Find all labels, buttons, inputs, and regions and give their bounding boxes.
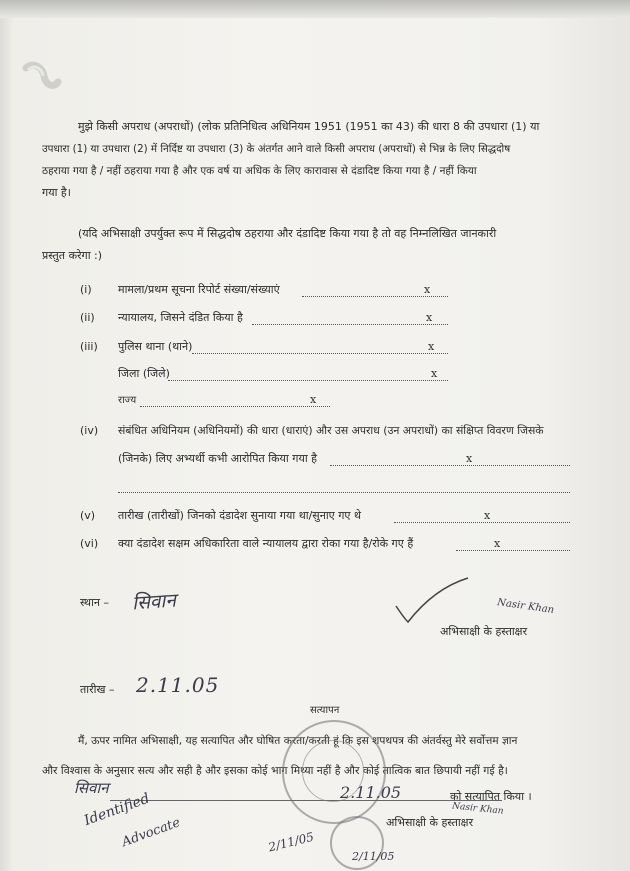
signature-caption: अभिसाक्षी के हस्ताक्षर <box>440 625 528 638</box>
item-v-fill-line <box>394 522 570 523</box>
date-value-handwritten: 2.11.05 <box>136 673 220 697</box>
item-iii-label: पुलिस थाना (थाने) <box>118 340 193 353</box>
item-iii-number: (iii) <box>80 340 98 353</box>
item-iii-state-fill-line <box>140 406 330 407</box>
para1-line2: उपधारा (1) या उपधारा (2) में निर्दिष्ट या उपधारा (3) के अंतर्गत आने वाले किसी अपराध (अपराधों) से भिन्न के लिए सिद्धदोष <box>42 143 511 155</box>
item-iii-district-label: जिला (जिले) <box>118 367 170 380</box>
place-label: स्थान – <box>80 596 110 609</box>
verification-signature-caption: अभिसाक्षी के हस्ताक्षर <box>386 816 474 829</box>
para1-line4: गया है। <box>42 186 71 199</box>
verification-date-handwritten: 2.11.05 <box>340 783 402 802</box>
item-ii-fill-line <box>252 324 448 325</box>
item-vi-mark: x <box>494 537 501 550</box>
para2-line1: (यदि अभिसाक्षी उपर्युक्त रूप में सिद्धदोष ठहराया और दंडादिष्ट किया गया है तो वह निम्नलिखित जानकारी <box>78 227 497 240</box>
para2-line2: प्रस्तुत करेगा :) <box>42 249 103 262</box>
para1-line3: ठहराया गया है / नहीं ठहराया गया है और एक वर्ष या अधिक के लिए कारावास से दंडादिष्ट किया गया है / नहीं किया <box>42 165 477 177</box>
item-ii-mark: x <box>426 311 433 324</box>
item-iii-district-fill-line <box>168 380 448 381</box>
item-v-label: तारीख (तारीखों) जिनको दंडादेश सुनाया गया था/सुनाए गए थे <box>118 509 362 522</box>
date-label: तारीख – <box>80 683 115 696</box>
scan-shadow <box>0 0 630 18</box>
verification-signature: Nasir Khan <box>451 801 504 817</box>
verification-line3-suffix: को सत्यापित किया । <box>450 790 532 803</box>
item-iv-fill-line-2 <box>118 492 570 493</box>
item-iii-state-label: राज्य <box>118 395 137 406</box>
deponent-signature: Nasir Khan <box>496 597 555 616</box>
item-vi-label: क्या दंडादेश सक्षम अधिकारिता वाले न्यायालय द्वारा रोका गया है/रोके गए हैं <box>118 537 414 550</box>
para1-line1: मुझे किसी अपराध (अपराधों) (लोक प्रतिनिधित्व अधिनियम 1951 (1951 का 43) की धारा 8 की उपधारा (1) या <box>78 120 540 133</box>
item-i-label: मामला/प्रथम सूचना रिपोर्ट संख्या/संख्याएं <box>118 283 280 296</box>
item-i-mark: x <box>424 283 431 296</box>
verification-line1: मैं, ऊपर नामित अभिसाक्षी, यह सत्यापित और घोषित करता/करती हूं कि इस शपथपत्र की अंतर्वस्तु मेरे सर्वोत्तम ज्ञान <box>78 735 518 747</box>
endorsement-line3: 2/11/05 <box>266 829 316 855</box>
item-vi-fill-line <box>456 550 570 551</box>
item-iii-mark: x <box>428 340 435 353</box>
item-iv-mark: x <box>466 452 473 465</box>
paper-clip-mark <box>22 58 62 98</box>
item-iii-state-mark: x <box>310 393 317 406</box>
verification-title: सत्यापन <box>310 705 340 716</box>
item-v-number: (v) <box>80 509 96 522</box>
item-iv-line1: संबंधित अधिनियम (अधिनियमों) की धारा (धाराएं) और उस अपराध (उन अपराधों) का संक्षिप्त विवरण जिसके <box>118 424 544 437</box>
item-iv-number: (iv) <box>80 424 99 437</box>
item-iv-fill-line <box>330 465 570 466</box>
item-iii-district-mark: x <box>431 367 438 380</box>
item-i-number: (i) <box>80 283 92 296</box>
item-iii-fill-line <box>192 353 448 354</box>
verification-place-handwritten: सिवान <box>74 779 109 797</box>
item-v-mark: x <box>484 509 491 522</box>
check-mark-icon <box>392 576 472 626</box>
item-ii-number: (ii) <box>80 311 95 324</box>
notary-stamp-large <box>282 720 386 824</box>
item-iv-line2: (जिनके) लिए अभ्यर्थी कभी आरोपित किया गया है <box>118 452 318 465</box>
item-ii-label: न्यायालय, जिसने दंडित किया है <box>118 311 243 324</box>
endorsement-initials: 2/11/05 <box>352 850 395 863</box>
item-vi-number: (vi) <box>80 537 99 550</box>
endorsement-line1: Identified <box>82 790 152 830</box>
endorsement-line2: Advocate <box>120 815 183 851</box>
place-value-handwritten: सिवान <box>131 589 177 615</box>
item-i-fill-line <box>302 296 448 297</box>
verification-line2: और विश्वास के अनुसार सत्य और सही है और इसका कोई भाग मिथ्या नहीं है और कोई तात्विक बात छिपायी नहीं गई है। <box>42 764 508 777</box>
